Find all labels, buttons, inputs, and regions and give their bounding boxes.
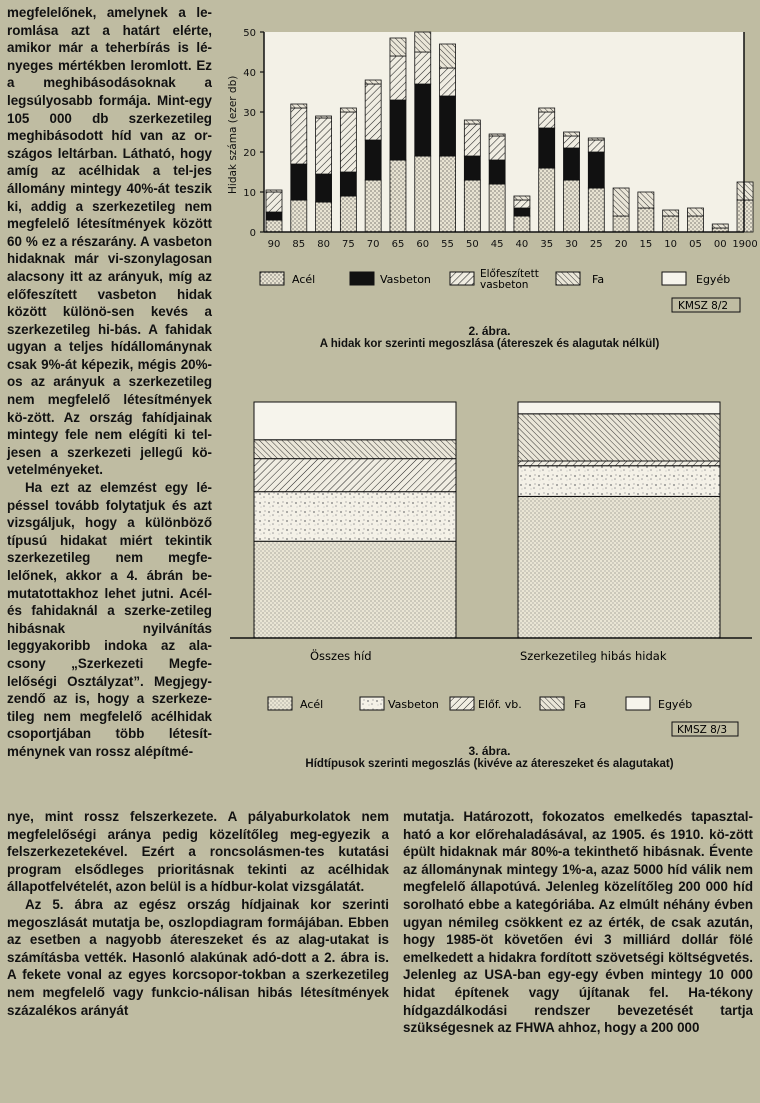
bar-segment	[365, 180, 381, 232]
x-tick-label: 20	[614, 239, 628, 250]
paragraph: Ha ezt az elemzést egy lé-péssel tovább folytatjuk és azt vizsgáljuk, hogy a különböző típusú hidakat miért tekintik szerkezetileg nem megfe-lelőnek, akkor a 4. ábrán be-mutatottakhoz lehet jutni. Acél- és fahidaknál a szerke-zetileg hibásnak nyilvánítás leggyakoribb indoka az ala-csony „Szerkezeti Megfe-lelőségi Osztályzat”. Megjegy-zendő az is, hogy a szerkeze-tileg nem megfelelő acélhidak csoportjában több létesít-ménynek van rossz alépítmé-	[7, 480, 212, 759]
legend-label: Acél	[300, 698, 324, 711]
bar-segment	[254, 492, 456, 542]
x-tick-label: 65	[391, 239, 405, 250]
legend-item	[260, 272, 315, 286]
x-tick-label: 45	[490, 239, 504, 250]
caption-number: 3. ábra.	[468, 744, 511, 758]
legend-item	[556, 272, 604, 286]
bar-segment	[464, 156, 480, 180]
bar-segment	[539, 128, 555, 168]
x-tick-label: 05	[689, 239, 702, 250]
bar-segment	[489, 184, 505, 232]
bar-segment	[539, 168, 555, 232]
bar-segment	[415, 52, 431, 84]
category-label: Szerkezetileg hibás hidak	[520, 649, 667, 663]
bar-segment	[514, 200, 530, 208]
legend-item	[350, 272, 431, 286]
category-label: Összes híd	[310, 649, 372, 663]
x-tick-label: 75	[342, 239, 355, 250]
age-distribution-chart	[222, 18, 757, 318]
x-tick-label: 30	[565, 239, 578, 250]
x-tick-label: 35	[540, 239, 554, 250]
legend-label: Fa	[592, 273, 605, 286]
figure-2-caption	[222, 324, 757, 350]
bar-segment	[340, 172, 356, 196]
bar-segment	[254, 541, 456, 638]
figure-2	[222, 18, 757, 318]
legend-label: Vasbeton	[388, 698, 439, 711]
bar-segment	[564, 136, 580, 148]
bar-segment	[588, 152, 604, 188]
bar-segment	[415, 32, 431, 52]
y-tick-label: 50	[243, 28, 256, 39]
bar-segment	[291, 108, 307, 164]
bar-segment	[390, 100, 406, 160]
legend	[268, 697, 692, 711]
bar-segment	[440, 68, 456, 96]
bar-segment	[291, 104, 307, 108]
bar-segment	[687, 208, 703, 216]
x-tick-label: 70	[366, 239, 380, 250]
bar-segment	[518, 414, 720, 461]
bar-segment	[254, 459, 456, 492]
legend-label: Vasbeton	[380, 273, 431, 286]
bar-segment	[390, 56, 406, 100]
bar-segment	[340, 112, 356, 172]
bar-segment	[266, 212, 282, 220]
bar-segment	[518, 496, 720, 638]
bar-segment	[464, 180, 480, 232]
x-tick-label: 40	[515, 239, 529, 250]
bar-segment	[415, 84, 431, 156]
x-tick-label: 85	[292, 239, 306, 250]
left-column-text	[7, 4, 212, 761]
caption-number: 2. ábra.	[468, 324, 511, 338]
caption-text: Hídtípusok szerinti megoszlás (kivéve az átereszeket és alagutakat)	[305, 758, 674, 770]
legend-label: Egyéb	[696, 273, 731, 286]
bar-segment	[316, 116, 332, 118]
bar-segment	[440, 96, 456, 156]
bar-segment	[518, 461, 720, 466]
figure-3	[222, 392, 757, 737]
legend-item	[450, 697, 522, 711]
paragraph: megfelelőnek, amelynek a le-romlása azt a határt elérte, amikor már a teherbírás is lé-nyeges mértékben leromlott. Ez a meghibásodásoknak a legsúlyosabb formája. Mint-egy 105 000 db szerkezetileg meghibásodott híd van az or-szágos leltárban. Látható, hogy amíg az acélhidak a tel-jes állomány mintegy 40%-át teszik ki, addig a szerkezetileg nem megfelelő létesítmények között 60 % ez a részarány. A vasbeton hidaknak már vi-szonylagosan alacsony itt az arányuk, míg az előfeszített vasbeton hidak között különö-sen kevés a szerkezetileg hi-bás. A fahidak ugyan a teljes hídállománynak csak 9%-át képezik, mégis 20%-os az arányuk a szerkezetileg nem megfelelő létesítmények kö-zött. Az ország fahídjainak mintegy fele nem elégíti ki tel-jesen a szerkezeti jellegű kö-vetelményeket.	[7, 5, 212, 478]
bar-segment	[489, 136, 505, 160]
figure-code	[672, 298, 740, 312]
bar-segment	[588, 188, 604, 232]
legend-label: Egyéb	[658, 698, 693, 711]
bar-segment	[254, 402, 456, 440]
bar-segment	[518, 466, 720, 497]
bar-segment	[588, 140, 604, 152]
x-tick-label: 55	[441, 239, 454, 250]
bar-segment	[440, 44, 456, 68]
x-tick-label: 90	[267, 239, 281, 250]
legend-item	[540, 697, 586, 711]
bar-segment	[365, 80, 381, 84]
paragraph: Az 5. ábra az egész ország hídjainak kor szerinti megoszlását mutatja be, oszlopdiagram formájában. Ebben az esetben a nagyobb átereszeket és az alag-utakat is számításba vették. Hasonló alakúnak adó-dott a 2. ábra is. A fekete vonal az egyes korcsopor-tokban a szerkezetileg nem megfelelő vagy funkcio-nálisan hibás létesítmények százalékos arányát	[7, 896, 389, 1018]
bar-segment	[489, 134, 505, 136]
bar-segment	[638, 192, 654, 208]
x-tick-label: 50	[465, 239, 479, 250]
legend-item	[268, 697, 323, 711]
legend-label: Fa	[574, 698, 587, 711]
x-tick-label: 15	[639, 239, 653, 250]
legend-label: Előf. vb.	[478, 698, 522, 711]
legend-item	[626, 697, 692, 711]
bar-segment	[365, 140, 381, 180]
bar-segment	[440, 156, 456, 232]
figure-3-caption	[222, 744, 757, 770]
bar-segment	[514, 208, 530, 216]
bar-segment	[737, 182, 753, 200]
bridge-type-chart	[222, 392, 757, 737]
bar-segment	[340, 108, 356, 112]
bar-segment	[390, 160, 406, 232]
bar-segment	[663, 216, 679, 232]
bar-segment	[415, 156, 431, 232]
left-bottom-text	[7, 808, 389, 1019]
y-axis-label: Hidak száma (ezer db)	[227, 75, 239, 194]
legend-item	[360, 697, 439, 711]
bar-segment	[564, 132, 580, 136]
y-tick-label: 10	[243, 188, 256, 199]
y-tick-label: 0	[249, 228, 256, 239]
bar-segment	[316, 118, 332, 174]
x-tick-label: 1900	[732, 239, 757, 250]
bar-segment	[514, 216, 530, 232]
bar-segment	[254, 440, 456, 459]
legend-item	[450, 268, 539, 291]
bar-segment	[564, 180, 580, 232]
bar-segment	[464, 124, 480, 156]
x-tick-label: 60	[416, 239, 430, 250]
bar-segment	[464, 120, 480, 124]
bar-segment	[291, 164, 307, 200]
bar-segment	[489, 160, 505, 184]
bar-segment	[340, 196, 356, 232]
y-tick-label: 30	[243, 108, 256, 119]
legend-item	[662, 272, 730, 286]
caption-text: A hidak kor szerinti megoszlása (átereszek és alagutak nélkül)	[319, 338, 660, 350]
bar-segment	[737, 200, 753, 232]
right-bottom-text	[403, 808, 753, 1037]
bar-segment	[266, 192, 282, 212]
bar-segment	[539, 108, 555, 112]
bar-segment	[518, 402, 720, 414]
bar-segment	[316, 174, 332, 202]
legend-label: Előfeszített	[480, 268, 539, 280]
bar-segment	[712, 224, 728, 228]
bar-segment	[514, 196, 530, 200]
bar-segment	[390, 38, 406, 56]
legend-label: Acél	[292, 273, 316, 286]
bar-segment	[663, 210, 679, 216]
bar-segment	[613, 216, 629, 232]
figure-code	[672, 722, 738, 736]
paragraph: nye, mint rossz felszerkezete. A pályaburkolatok nem megfelelőségi aránya pedig közelítőleg meg-egyezik a felszerkezetekével. Ezért a roncsolásmen-tes kutatási program elsődleges prioritásnak tekinti az acélhidak állapotfelvételét, azon belül is a hídbur-kolat vizsgálatát.	[7, 809, 389, 895]
bar-segment	[266, 220, 282, 232]
figure-code-label: KMSZ 8/2	[678, 300, 729, 312]
bar-segment	[291, 200, 307, 232]
bar-segment	[316, 202, 332, 232]
bar-segment	[365, 84, 381, 140]
x-tick-label: 80	[317, 239, 330, 250]
x-tick-label: 10	[664, 239, 678, 250]
bar-segment	[564, 148, 580, 180]
figure-code-label: KMSZ 8/3	[677, 724, 728, 736]
legend	[260, 268, 730, 291]
bar-segment	[613, 188, 629, 216]
x-tick-label: 00	[713, 239, 727, 250]
y-tick-label: 40	[243, 68, 256, 79]
bar-segment	[588, 138, 604, 140]
bar-segment	[687, 216, 703, 232]
legend-label: vasbeton	[480, 279, 529, 291]
x-tick-label: 25	[589, 239, 603, 250]
paragraph: mutatja. Határozott, fokozatos emelkedés tapasztal-ható a kor előrehaladásával, az 1905. és 1910. kö-zött épült hidaknak már 80%-a tekinthető hibásnak. Évente az állománynak mintegy 1%-a, azaz 5000 híd válik nem megfelelő állapotúvá. Jelenleg közelítőleg 200 000 híd sorolható ebbe a kategóriába. Az elmúlt néhány évben ugyan némileg csökkent ez az érték, de csak azután, hogy 1985-öt követően évi 3 milliárd dollár fölé emelkedett a hidakra fordított szövetségi költségvetés. Jelenleg az USA-ban egy-egy évben mintegy 10 000 hidat építenek vagy újítanak fel. Ha-tékony hídgazdálkodási rendszer bevezetését tartja szükségesnek az FHWA ahhoz, hogy a 200 000	[403, 809, 753, 1036]
y-tick-label: 20	[243, 148, 256, 159]
bar-segment	[638, 208, 654, 232]
bar-segment	[266, 190, 282, 192]
bar-segment	[539, 112, 555, 128]
